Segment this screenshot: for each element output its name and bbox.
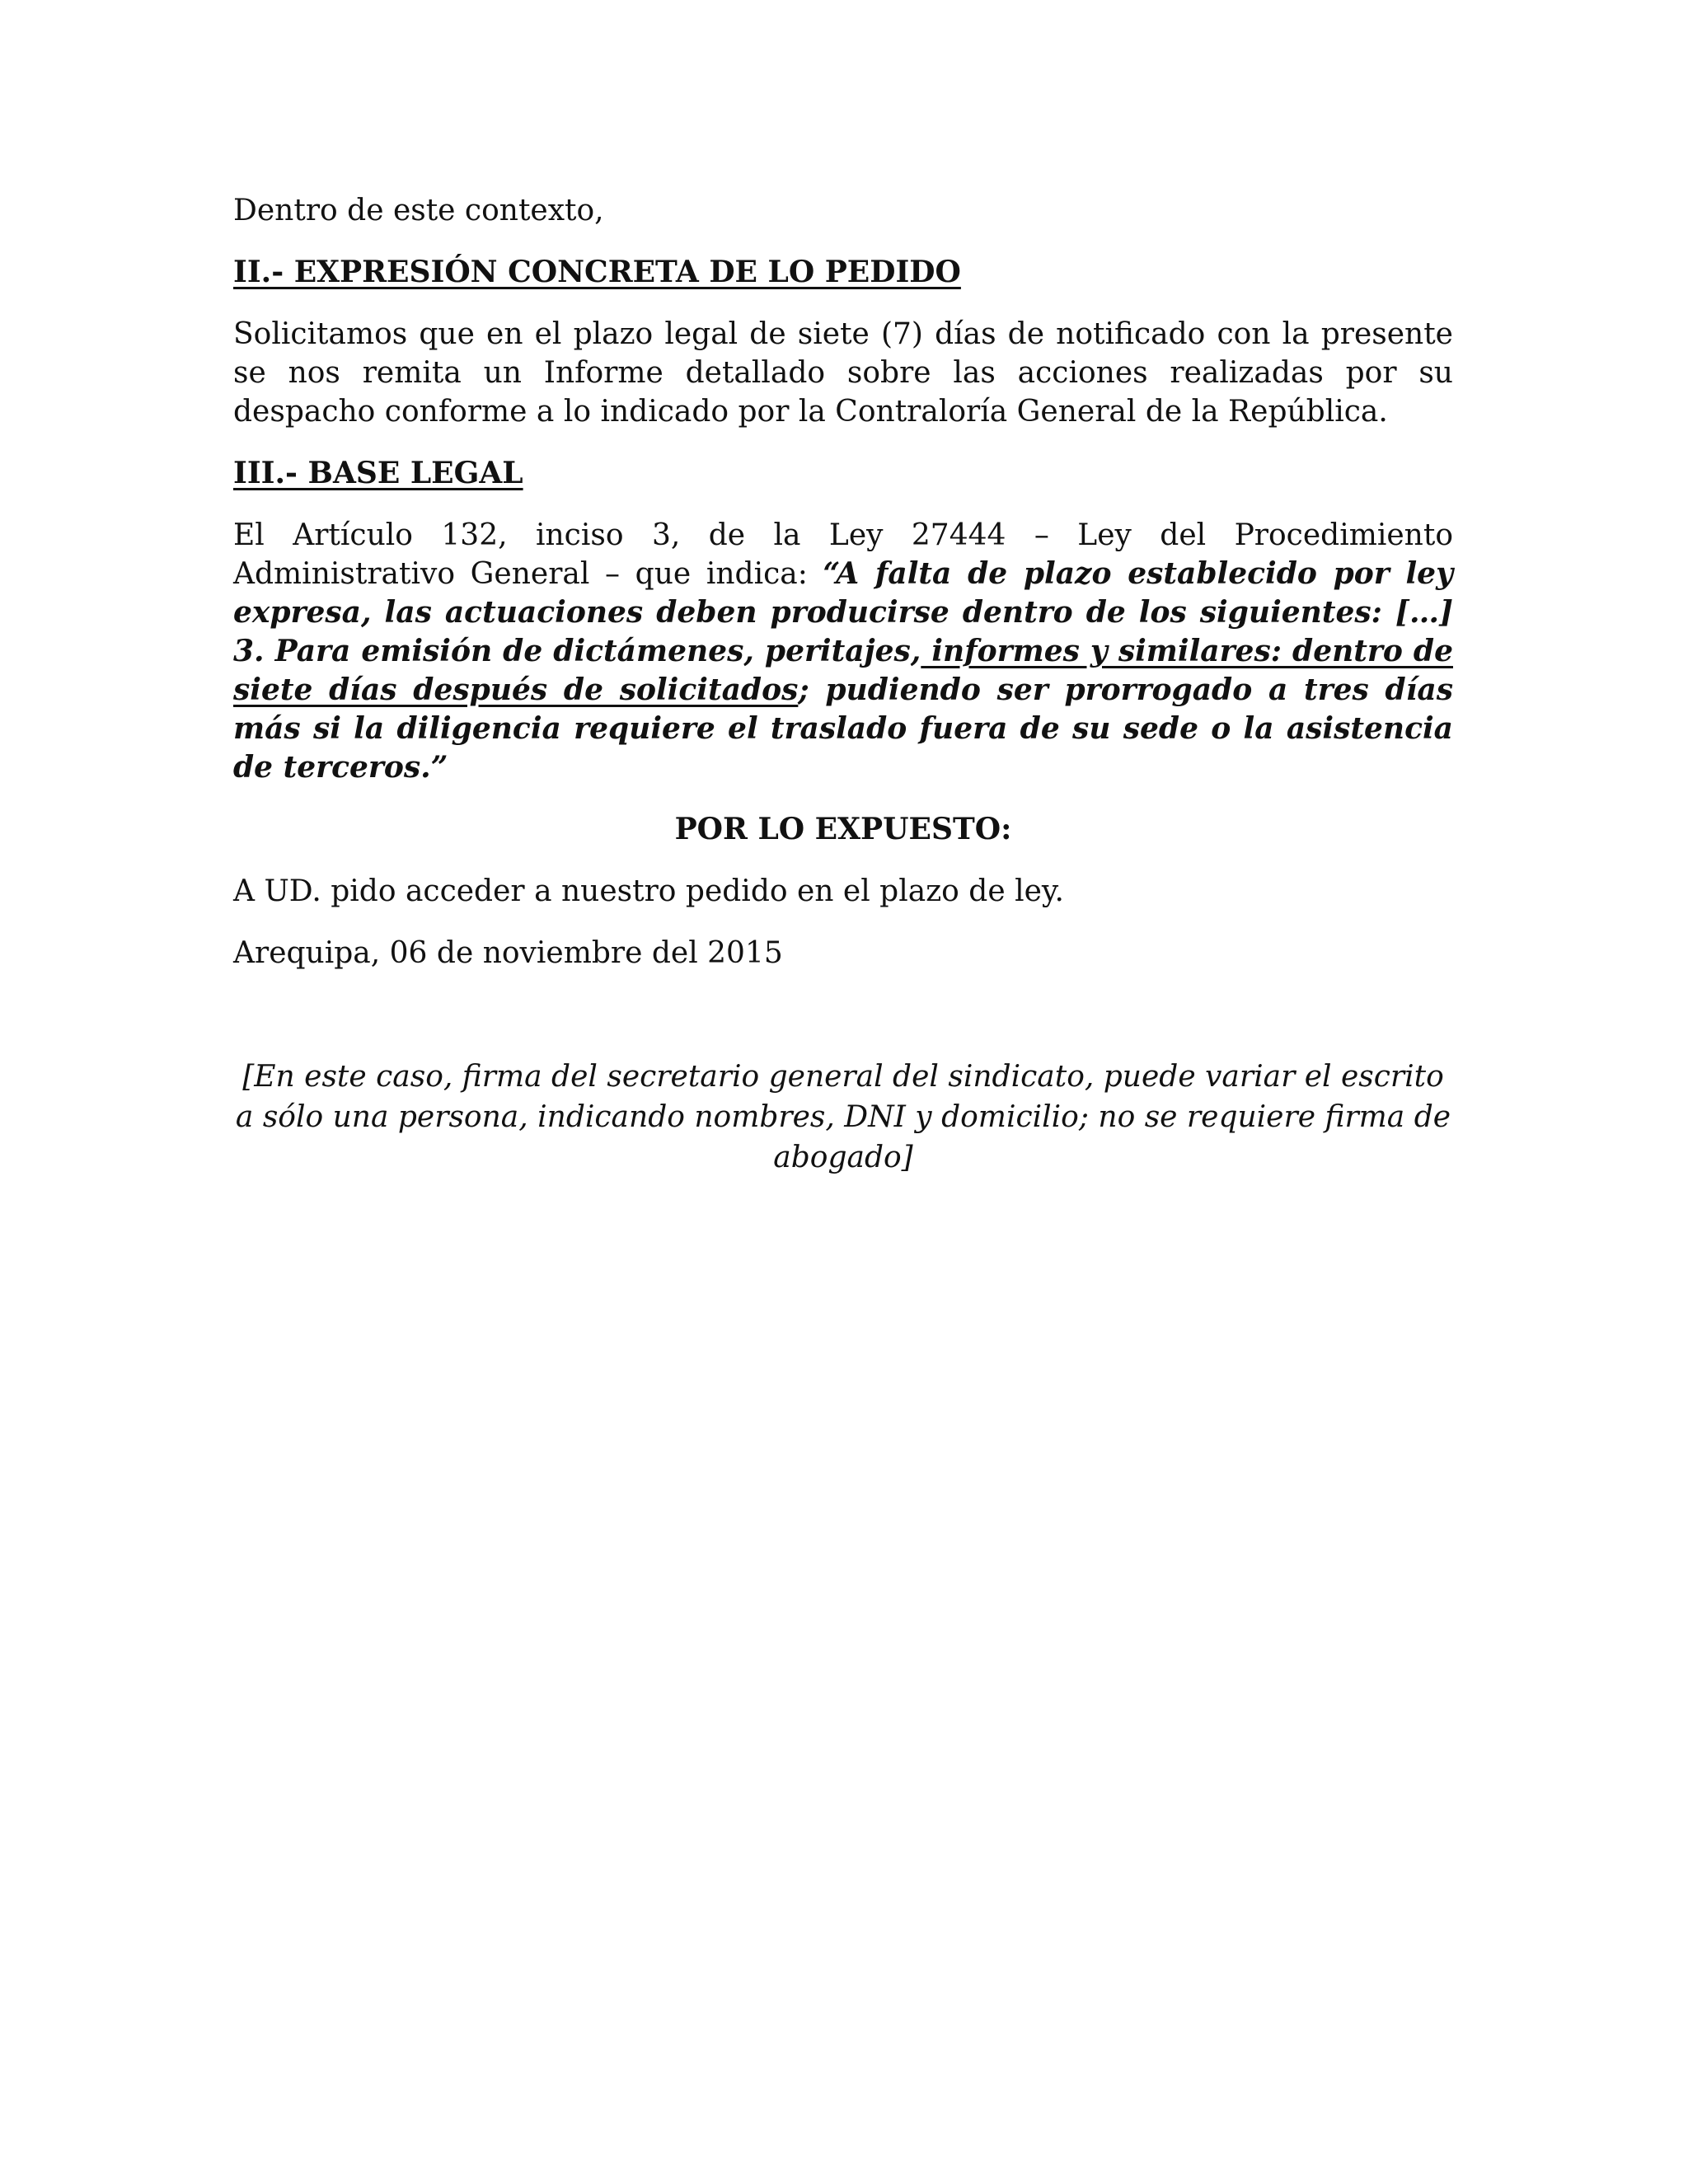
section-3-heading: III.- BASE LEGAL bbox=[233, 456, 523, 490]
por-lo-expuesto-heading: POR LO EXPUESTO: bbox=[674, 812, 1012, 846]
intro-text: Dentro de este contexto, bbox=[233, 194, 604, 227]
document-page bbox=[233, 191, 1453, 996]
legal-reference-text: El Artículo 132, inciso 3, de la Ley 27444 – Ley del Procedimiento Administrativo General – que indica: bbox=[233, 518, 1453, 591]
place-date-text: Arequipa, 06 de noviembre del 2015 bbox=[233, 936, 783, 970]
signature-note: [En este caso, firma del secretario general del sindicato, puede variar el escrito a sólo una persona, indicando nombres, DNI y domicilio; no se requiere firma de abogado] bbox=[235, 1060, 1451, 1174]
legal-quote-part-2: ; pudiendo ser prorrogado a tres días más si la diligencia requiere el traslado fuera de su sede o la asistencia de terceros.” bbox=[233, 673, 1453, 785]
section-2-body: Solicitamos que en el plazo legal de siete (7) días de notificado con la presente se nos remita un Informe detallado sobre las acciones realizadas por su despacho conforme a lo indicado por la Contraloría General de la República. bbox=[233, 317, 1453, 429]
request-text: A UD. pido acceder a nuestro pedido en el plazo de ley. bbox=[233, 874, 1064, 908]
legal-quote-part-1: “A falta de plazo establecido por ley expresa, las actuaciones deben producirse dentro de los siguientes: […] 3. Para emisión de dictámenes, peritajes, bbox=[233, 556, 1453, 668]
legal-quote-underlined: informes y similares: dentro de siete días después de solicitados bbox=[233, 634, 1453, 707]
section-3-body bbox=[233, 516, 1453, 787]
section-2-heading: II.- EXPRESIÓN CONCRETA DE LO PEDIDO bbox=[233, 255, 961, 289]
